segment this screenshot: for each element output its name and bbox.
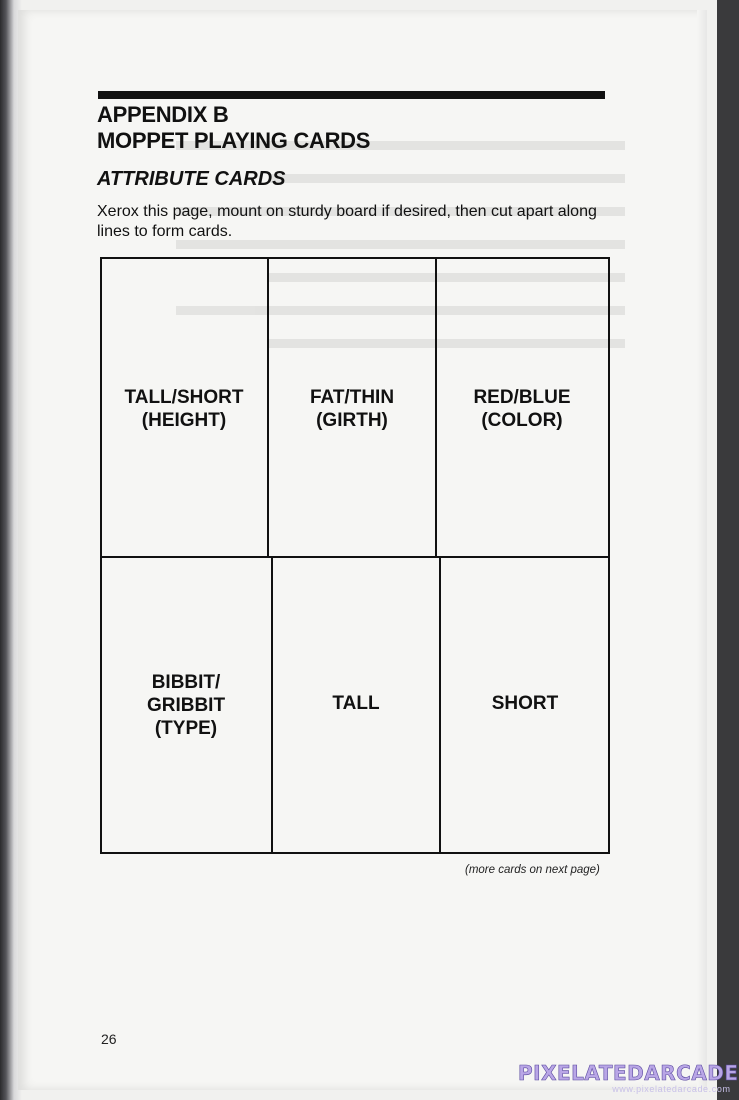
card-label-line: TALL/SHORT <box>124 387 244 408</box>
page-edge <box>697 10 707 1090</box>
continued-note: (more cards on next page) <box>465 864 600 876</box>
card-label-line: TALL <box>332 693 380 714</box>
card-tall <box>272 692 440 715</box>
cut-line-bottom <box>100 852 610 854</box>
cut-line-top <box>100 257 610 259</box>
section-subtitle: ATTRIBUTE CARDS <box>97 168 286 190</box>
card-fat-thin <box>268 386 436 432</box>
card-label-line: (HEIGHT) <box>141 410 227 431</box>
card-label-line: RED/BLUE <box>473 387 571 408</box>
instructions-text: Xerox this page, mount on sturdy board if desired, then cut apart along lines to form cards. <box>97 203 597 240</box>
page-number: 26 <box>101 1031 117 1047</box>
card-bibbit-gribbit <box>100 671 272 740</box>
watermark-url: www.pixelatedarcade.com <box>612 1084 731 1094</box>
title-line-2: MOPPET PLAYING CARDS <box>97 128 371 153</box>
watermark-brand: PIXELATEDARCADE <box>518 1061 739 1085</box>
card-red-blue <box>436 386 608 432</box>
card-label-line: (COLOR) <box>481 410 563 431</box>
card-label-line: BIBBIT/ <box>151 672 221 693</box>
card-label-line: SHORT <box>491 693 559 714</box>
page-title <box>97 102 370 154</box>
card-label-line: (GIRTH) <box>316 410 388 431</box>
card-tall-short <box>100 386 268 432</box>
card-label-line: GRIBBIT <box>146 695 226 716</box>
title-line-1: APPENDIX B <box>97 102 229 127</box>
card-label-line: (TYPE) <box>154 718 218 739</box>
card-label-line: FAT/THIN <box>309 387 395 408</box>
cut-line-middle <box>100 556 610 558</box>
site-watermark <box>518 1062 739 1094</box>
header-rule <box>98 91 605 99</box>
card-grid <box>100 257 610 854</box>
card-short <box>440 692 610 715</box>
